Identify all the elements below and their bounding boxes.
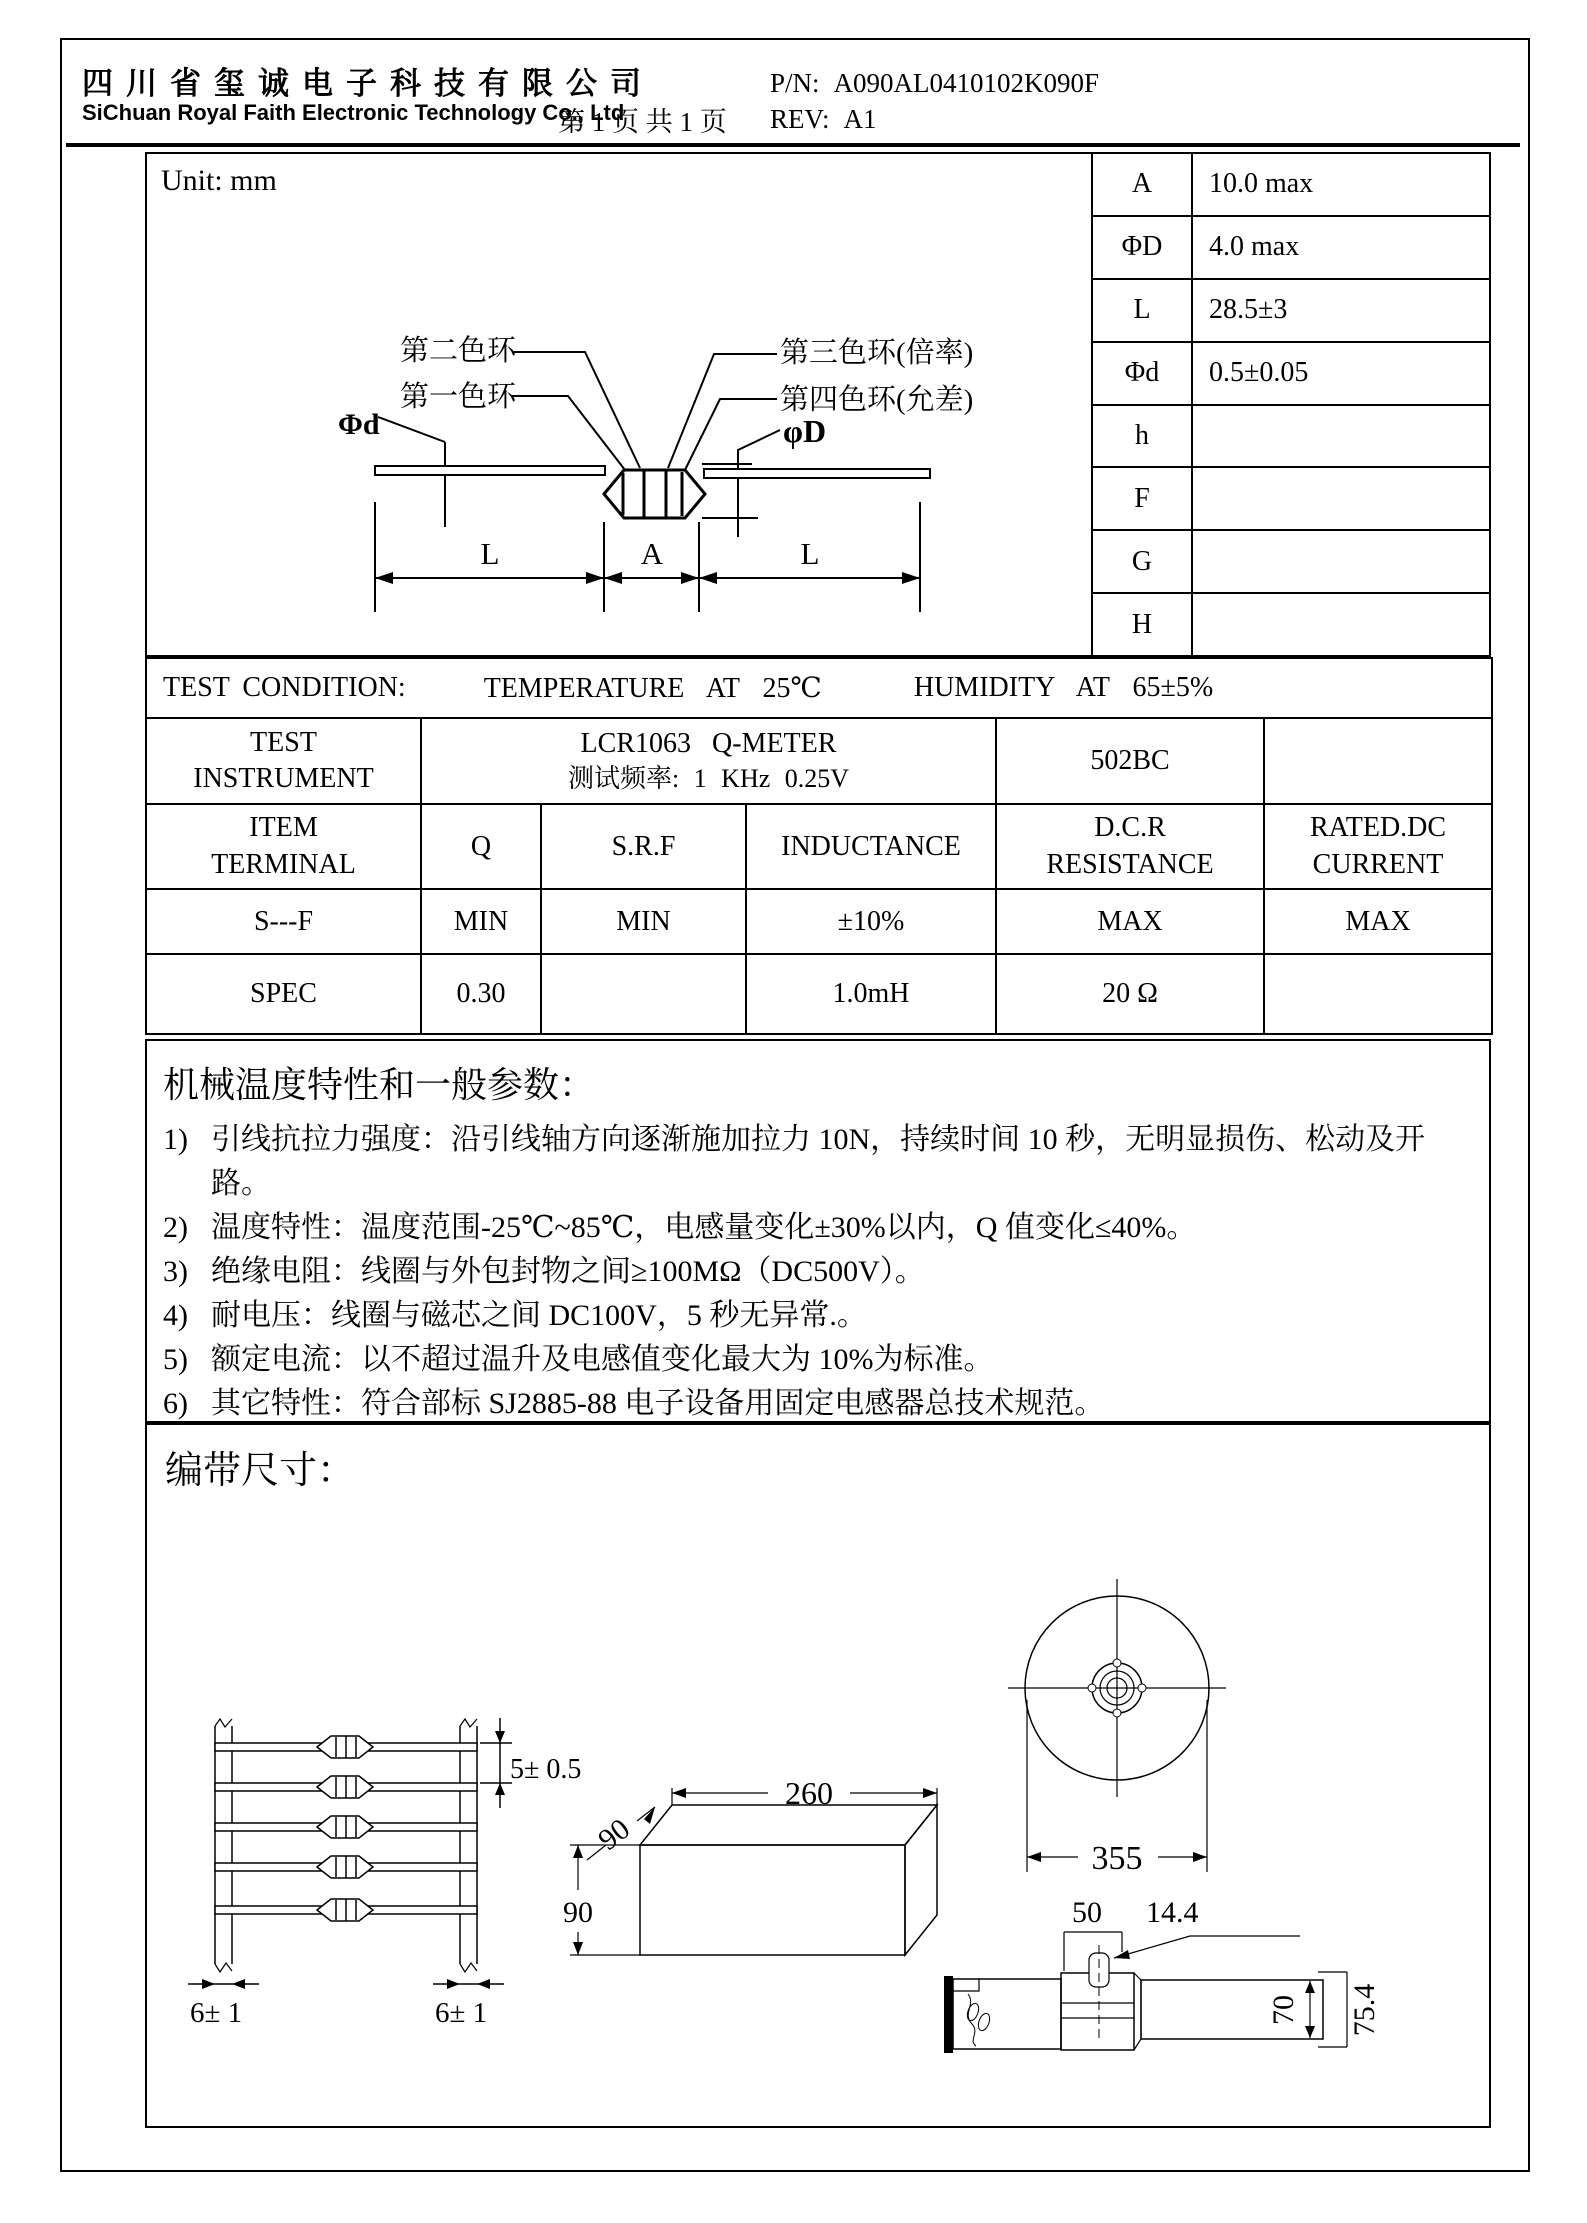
band3-leader-line	[668, 354, 777, 468]
dim-value: 28.5±3	[1209, 294, 1288, 326]
col-dcr-line1: D.C.R	[1094, 812, 1166, 844]
dcr-max-cell: MAX	[996, 889, 1264, 954]
instrument-value-line1: LCR1063 Q-METER	[580, 727, 837, 759]
dim-label: h	[1093, 406, 1193, 467]
arrowhead	[902, 572, 920, 584]
item-number: 2)	[163, 1211, 188, 1244]
item-number: 1)	[163, 1123, 188, 1156]
unit-label: Unit: mm	[161, 164, 277, 197]
dim-value: 4.0 max	[1209, 231, 1300, 263]
revision-line	[770, 104, 891, 135]
arrowhead	[699, 572, 717, 584]
tape-tear	[460, 1963, 477, 1972]
arrowhead	[375, 572, 393, 584]
band4-leader-line	[684, 399, 777, 472]
mechanical-title: 机械温度特性和一般参数：	[163, 1065, 596, 1105]
dim-row-Phid	[1093, 343, 1489, 406]
dim-label: G	[1093, 531, 1193, 592]
tape-tear	[215, 1719, 232, 1727]
item-text: 温度特性：温度范围-25℃~85℃，电感量变化±30%以内，Q 值变化≤40%。	[211, 1211, 1197, 1244]
dim-row-G	[1093, 531, 1489, 594]
item-number: 4)	[163, 1299, 188, 1332]
tape-tear	[460, 1719, 477, 1727]
part-number-label: P/N:	[770, 68, 820, 98]
dim-label: L	[1093, 280, 1193, 341]
dim-row-H	[1093, 594, 1489, 655]
inner-width-label: 70	[1267, 1995, 1300, 2025]
col-item-line1: ITEM	[249, 812, 318, 844]
band1-leader-line	[512, 396, 625, 470]
srf-value-cell	[541, 954, 746, 1034]
band3-label: 第三色环(倍率)	[780, 337, 974, 369]
part-number-value: A090AL0410102K090F	[833, 68, 1100, 98]
arrowhead	[681, 572, 699, 584]
col-dcr-line2: RESISTANCE	[1046, 848, 1214, 880]
mechanical-item-2	[147, 1206, 1489, 1250]
rated-max-cell: MAX	[1264, 889, 1492, 954]
item-number: 6)	[163, 1387, 188, 1420]
spec-table	[145, 657, 1493, 1035]
mechanical-item-4	[147, 1294, 1489, 1338]
col-rated-line1: RATED.DC	[1309, 812, 1447, 844]
tape-width-left-label: 6± 1	[190, 1997, 243, 2029]
right-lead	[704, 469, 930, 478]
dim-label: H	[1093, 594, 1193, 655]
instrument-model: 502BC	[996, 718, 1264, 804]
mechanical-item-6	[147, 1382, 1489, 1426]
header-divider	[66, 143, 1520, 147]
col-q: Q	[421, 804, 541, 889]
dim-label: A	[1093, 154, 1193, 215]
q-min-cell: MIN	[421, 889, 541, 954]
instrument-value-line2: 测试频率: 1 KHz 0.25V	[567, 764, 850, 794]
tape-width-right-label: 6± 1	[435, 1997, 488, 2029]
rev-value: A1	[843, 104, 877, 134]
pitch-dim-label: 5± 0.5	[510, 1754, 582, 1785]
spec-value-row	[146, 954, 1492, 1034]
mechanical-section	[145, 1039, 1491, 1423]
instrument-extra-cell	[1264, 718, 1492, 804]
phi-d-leader-line	[378, 417, 445, 442]
part-number-line	[770, 68, 1113, 99]
dim-label: ΦD	[1093, 217, 1193, 278]
test-condition-row	[146, 658, 1492, 718]
instrument-label-line1: TEST	[250, 726, 317, 758]
phi-d-label: Φd	[338, 408, 380, 441]
instrument-label-line2: INSTRUMENT	[193, 763, 374, 794]
srf-min-cell: MIN	[541, 889, 746, 954]
test-condition-label: TEST CONDITION:	[163, 672, 406, 703]
box-view	[563, 1775, 937, 1955]
item-text: 引线抗拉力强度：沿引线轴方向逐渐施加拉力 10N，持续时间 10 秒，无明显损伤、松动及开路。	[211, 1123, 1426, 1200]
test-condition-temperature: TEMPERATURE AT 25℃	[483, 673, 822, 704]
item-text: 其它特性：符合部标 SJ2885-88 电子设备用固定电感器总技术规范。	[211, 1387, 1105, 1420]
inductance-value-cell: 1.0mH	[746, 954, 996, 1034]
tape-title: 编带尺寸：	[165, 1450, 356, 1492]
mechanical-item-5	[147, 1338, 1489, 1382]
dimension-table	[1091, 154, 1489, 655]
mechanical-item-3	[147, 1250, 1489, 1294]
left-lead	[375, 466, 605, 475]
q-value-cell: 0.30	[421, 954, 541, 1034]
dim-label: F	[1093, 468, 1193, 529]
col-inductance: INDUCTANCE	[746, 804, 996, 889]
item-text: 耐电压：线圈与磁芯之间 DC100V，5 秒无异常.。	[211, 1299, 867, 1332]
band1-label: 第一色环	[400, 381, 517, 413]
reel-flange-edge	[944, 1976, 953, 2053]
tape-packaging-diagram	[150, 1560, 1490, 2126]
box-length-label: 260	[785, 1775, 833, 1811]
dim-row-h	[1093, 406, 1489, 469]
item-text: 额定电流：以不超过温升及电感值变化最大为 10%为标准。	[211, 1343, 994, 1376]
item-text: 绝缘电阻：线圈与外包封物之间≥100MΩ（DC500V）。	[211, 1255, 925, 1288]
reel-side-view	[944, 1896, 1381, 2053]
terminal-row	[146, 889, 1492, 954]
box-height-label: 90	[563, 1896, 593, 1929]
outer-width-label: 75.4	[1348, 1983, 1381, 2037]
hole-width-label: 14.4	[1146, 1896, 1199, 1929]
instrument-row	[146, 718, 1492, 804]
tape-section	[145, 1423, 1491, 2128]
dim-A-label: A	[640, 536, 664, 571]
dim-L-left-label: L	[480, 536, 500, 571]
rated-value-cell	[1264, 954, 1492, 1034]
box-depth-label: 90	[592, 1812, 637, 1857]
arrowhead	[604, 572, 622, 584]
tape-tear	[215, 1963, 232, 1972]
tape-view	[188, 1718, 581, 2029]
outline-drawing-section	[145, 152, 1491, 657]
band2-label: 第二色环	[400, 335, 517, 367]
dim-row-F	[1093, 468, 1489, 531]
spec-label-cell: SPEC	[146, 954, 421, 1034]
terminal-cell: S---F	[146, 889, 421, 954]
item-number: 3)	[163, 1255, 188, 1288]
rev-label: REV:	[770, 104, 830, 134]
dim-row-L	[1093, 280, 1489, 343]
page-number-info: 第 1 页 共 1 页	[558, 107, 727, 137]
dcr-value-cell: 20 Ω	[996, 954, 1264, 1034]
band4-label: 第四色环(允差)	[780, 384, 974, 416]
band2-leader-line	[512, 352, 640, 468]
col-rated-line2: CURRENT	[1312, 848, 1444, 880]
inductor-body	[604, 470, 705, 518]
dim-value: 0.5±0.05	[1209, 357, 1309, 389]
test-condition-humidity: HUMIDITY AT 65±5%	[913, 672, 1214, 703]
dim-value: 10.0 max	[1209, 168, 1314, 200]
phi-D-label: φD	[783, 413, 827, 449]
company-name-en: SiChuan Royal Faith Electronic Technology Co., Ltd	[82, 100, 625, 125]
dim-row-A	[1093, 154, 1489, 217]
col-srf: S.R.F	[541, 804, 746, 889]
item-number: 5)	[163, 1343, 188, 1376]
col-item-line2: TERMINAL	[211, 848, 356, 880]
company-name-cn: 四川省玺诚电子科技有限公司	[82, 66, 654, 101]
dim-label: Φd	[1093, 343, 1193, 404]
phi-D-leader-line	[738, 430, 780, 537]
dim-L-right-label: L	[800, 536, 820, 571]
inductor-diagram	[290, 322, 1030, 652]
hub-width-label: 50	[1072, 1896, 1102, 1929]
dim-row-PhiD	[1093, 217, 1489, 280]
mechanical-item-1	[147, 1118, 1489, 1206]
spec-header-row	[146, 804, 1492, 889]
reel-front-view	[1008, 1579, 1226, 1877]
inductance-tol-cell: ±10%	[746, 889, 996, 954]
arrowhead	[586, 572, 604, 584]
reel-diameter-label: 355	[1091, 1840, 1143, 1877]
